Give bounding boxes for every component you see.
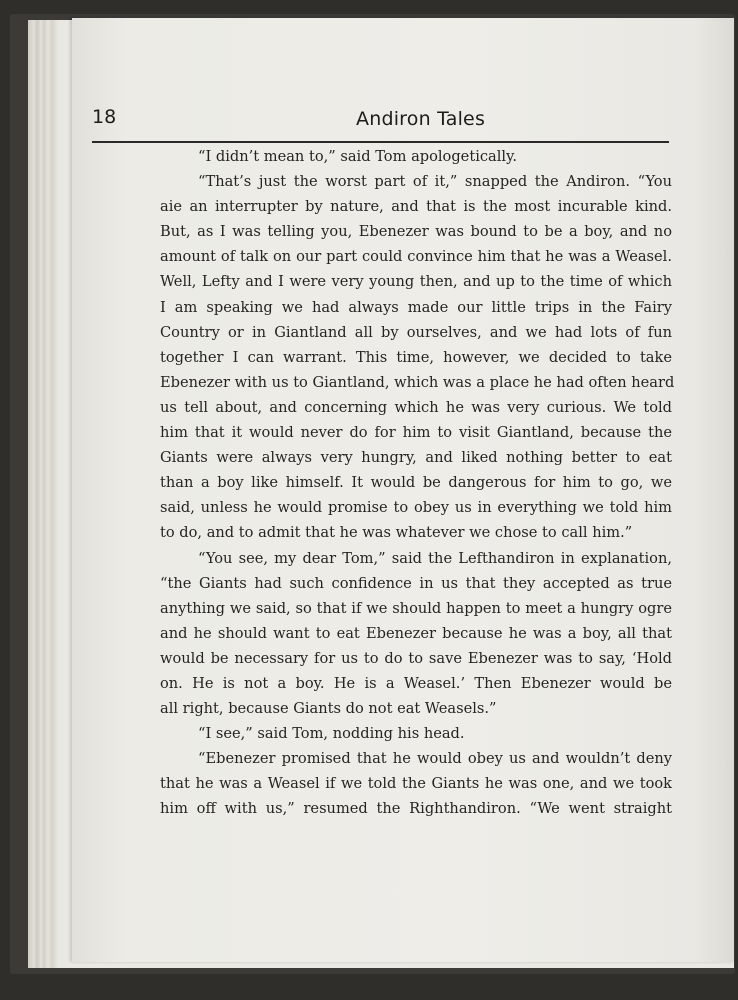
text-line: “Ebenezer promised that he would obey us and wouldn’t deny bbox=[198, 750, 672, 768]
text-line: to do, and to admit that he was whatever we chose to call him.” bbox=[160, 524, 633, 542]
text-line: anything we said, so that if we should happen to meet a hungry ogre bbox=[160, 599, 672, 617]
text-line: on. He is not a boy. He is a Weasel.’ Then Ebenezer would be bbox=[160, 674, 672, 692]
page-header bbox=[92, 82, 664, 130]
text-line: all right, because Giants do not eat Weasels.” bbox=[160, 700, 497, 718]
header-rule bbox=[92, 141, 669, 143]
text-line: that he was a Weasel if we told the Giants he was one, and we took bbox=[160, 775, 672, 793]
text-line: “That’s just the worst part of it,” snapped the Andiron. “You bbox=[198, 173, 672, 191]
text-line: together I can warrant. This time, however, we decided to take bbox=[160, 348, 672, 366]
text-line: Ebenezer with us to Giantland, which was a place he had often heard bbox=[160, 373, 675, 391]
text-line: would be necessary for us to do to save Ebenezer was to say, ‘Hold bbox=[160, 649, 672, 667]
text-line: us tell about, and concerning which he was very curious. We told bbox=[160, 398, 672, 416]
text-line: aie an interrupter by nature, and that is the most incurable kind. bbox=[160, 198, 672, 216]
text-line: than a boy like himself. It would be dangerous for him to go, we bbox=[160, 474, 672, 492]
text-line: him that it would never do for him to visit Giantland, because the bbox=[160, 424, 672, 442]
text-line: and he should want to eat Ebenezer because he was a boy, all that bbox=[160, 624, 672, 642]
text-line: “I see,” said Tom, nodding his head. bbox=[198, 725, 465, 743]
text-line: But, as I was telling you, Ebenezer was bound to be a boy, and no bbox=[160, 223, 672, 241]
text-line: I am speaking we had always made our little trips in the Fairy bbox=[160, 298, 672, 316]
text-line: “You see, my dear Tom,” said the Lefthandiron in explanation, bbox=[198, 549, 672, 567]
text-line: amount of talk on our part could convince him that he was a Weasel. bbox=[160, 248, 672, 266]
text-line: “the Giants had such confidence in us that they accepted as true bbox=[160, 574, 672, 592]
text-line: Giants were always very hungry, and liked nothing better to eat bbox=[160, 449, 672, 467]
text-line: Well, Lefty and I were very young then, and up to the time of which bbox=[160, 273, 672, 291]
text-line: Country or in Giantland all by ourselves, and we had lots of fun bbox=[160, 323, 672, 341]
text-line: him off with us,” resumed the Righthandiron. “We went straight bbox=[160, 800, 672, 818]
text-line: said, unless he would promise to obey us in everything we told him bbox=[160, 499, 672, 517]
page-number: 18 bbox=[92, 106, 117, 128]
body-text bbox=[160, 144, 675, 822]
running-title: Andiron Tales bbox=[356, 108, 486, 130]
text-line: “I didn’t mean to,” said Tom apologetically. bbox=[198, 148, 518, 165]
